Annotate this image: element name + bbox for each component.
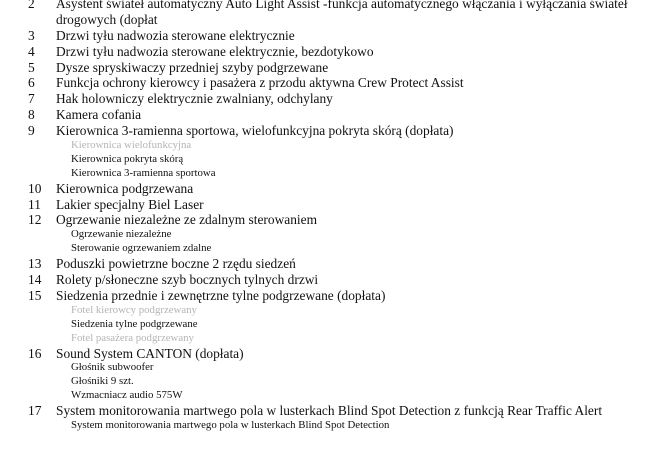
equipment-item	[0, 197, 670, 213]
item-number: 9	[28, 123, 35, 139]
sub-item: Kierownica pokryta skórą	[71, 152, 184, 165]
equipment-item	[0, 91, 670, 107]
item-description: Ogrzewanie niezależne ze zdalnym sterowaniem	[56, 212, 317, 228]
item-number: 10	[28, 180, 42, 196]
equipment-item	[0, 288, 670, 304]
sub-item: Głośniki 9 szt.	[71, 375, 134, 388]
sub-item-muted: Kierownica wielofunkcyjna	[71, 139, 192, 152]
item-description: Kamera cofania	[56, 107, 142, 123]
item-number: 16	[28, 345, 42, 361]
item-description: Lakier specjalny Biel Laser	[56, 196, 204, 212]
equipment-item	[0, 272, 670, 288]
item-number: 6	[28, 75, 35, 91]
item-description: Kierownica 3-ramienna sportowa, wielofunkcyjna pokryta skórą (dopłata)	[56, 123, 454, 139]
sub-item: System monitorowania martwego pola w lusterkach Blind Spot Detection	[71, 418, 390, 431]
item-number: 8	[28, 107, 35, 123]
item-number: 7	[28, 91, 35, 107]
item-number: 15	[28, 287, 42, 303]
item-description: Sound System CANTON (dopłata)	[56, 345, 244, 361]
equipment-item	[0, 0, 670, 28]
item-description: Asystent świateł automatyczny Auto Light Assist -funkcja automatycznego włączania i wyłączania świateł drogowych (dopłat	[56, 0, 628, 27]
item-description: Drzwi tyłu nadwozia sterowane elektrycznie	[56, 27, 295, 43]
item-number: 14	[28, 272, 42, 288]
item-number: 3	[28, 27, 35, 43]
item-number: 11	[28, 196, 41, 212]
equipment-item	[0, 44, 670, 60]
equipment-item	[0, 181, 670, 197]
sub-item-muted: Fotel kierowcy podgrzewany	[71, 303, 197, 316]
item-description: Dysze spryskiwaczy przedniej szyby podgrzewane	[56, 59, 329, 75]
item-description: Kierownica podgrzewana	[56, 180, 194, 196]
sub-item: Głośnik subwoofer	[71, 361, 154, 374]
item-number: 12	[28, 212, 42, 228]
equipment-item	[0, 123, 670, 139]
sub-item: Kierownica 3-ramienna sportowa	[71, 166, 216, 179]
equipment-item	[0, 107, 670, 123]
item-description: Siedzenia przednie i zewnętrzne tylne podgrzewane (dopłata)	[56, 287, 386, 303]
sub-item: Siedzenia tylne podgrzewane	[71, 317, 198, 330]
item-description: Rolety p/słoneczne szyb bocznych tylnych drzwi	[56, 272, 319, 288]
equipment-item	[0, 256, 670, 272]
equipment-item	[0, 28, 670, 44]
equipment-item	[0, 403, 670, 419]
equipment-item	[0, 60, 670, 76]
item-description: Poduszki powietrzne boczne 2 rzędu siedzeń	[56, 256, 296, 272]
item-number: 5	[28, 59, 35, 75]
item-number: 4	[28, 43, 35, 59]
item-number: 2	[28, 0, 35, 11]
equipment-item	[0, 75, 670, 91]
sub-item: Sterowanie ogrzewaniem zdalne	[71, 242, 212, 255]
sub-item: Ogrzewanie niezależne	[71, 228, 172, 241]
equipment-item	[0, 346, 670, 362]
equipment-item	[0, 212, 670, 228]
item-description: Funkcja ochrony kierowcy i pasażera z przodu aktywna Crew Protect Assist	[56, 75, 464, 91]
item-description: System monitorowania martwego pola w lusterkach Blind Spot Detection z funkcją Rear Traffic Alert	[56, 403, 603, 419]
item-number: 17	[28, 403, 42, 419]
sub-item-muted: Fotel pasażera podgrzewany	[71, 331, 194, 344]
item-description: Drzwi tyłu nadwozia sterowane elektrycznie, bezdotykowo	[56, 43, 374, 59]
sub-item: Wzmacniacz audio 575W	[71, 389, 183, 402]
item-number: 13	[28, 256, 42, 272]
item-description: Hak holowniczy elektrycznie zwalniany, odchylany	[56, 91, 333, 107]
